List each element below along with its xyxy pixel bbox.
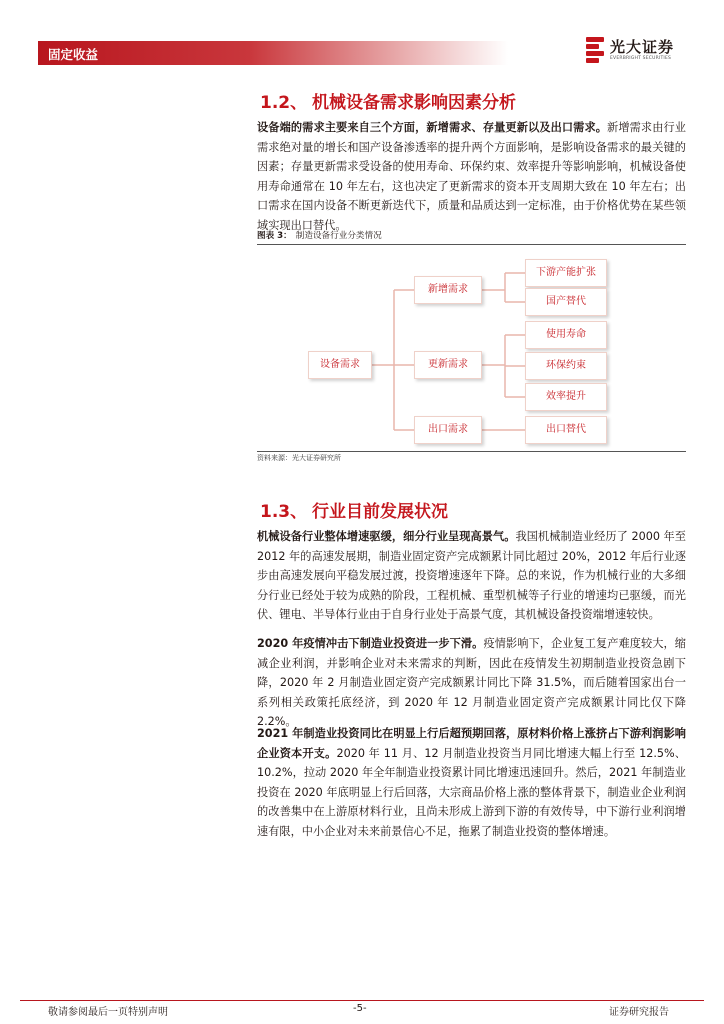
node-service-life: 使用寿命 [525,321,607,349]
section-title: 机械设备需求影响因素分析 [312,93,516,113]
figure-source: 资料来源：光大证券研究所 [257,454,341,462]
node-root-equipment-demand: 设备需求 [308,351,372,379]
paragraph-lead: 2020 年疫情冲击下制造业投资进一步下滑。 [257,637,484,650]
figure-caption [257,229,382,241]
section-number: 1.2、 [260,93,308,113]
section-title: 行业目前发展状况 [312,502,448,522]
page-number: -5- [353,1003,367,1014]
footer-rule [20,1000,704,1001]
figure-label: 图表 3： [257,231,292,241]
section-tag: 固定收益 [48,47,99,62]
footer-report-type: 证券研究报告 [609,1007,669,1018]
logo-text-en: EVERBRIGHT SECURITIES [610,56,672,61]
paragraph-body: 我国机械制造业经历了 2000 年至 2012 年的高速发展期，制造业固定资产完成额累计同比超过 20%，2012 年后行业逐步由高速发展向平稳发展过渡，投资增速逐年下降。总的来说，作为机械行业的大多细分行业已经处于较为成熟的阶段，工程机械、重型机械等子行业的增速均已驱缓，而光伏、锂电、半导体行业由于自身行业处于高景气度，其机械设备投资端增速较快。 [257,530,686,621]
paragraph-body: 新增需求由行业需求绝对量的增长和国产设备渗透率的提升两个方面影响，是影响设备需求的最关键的因素；存量更新需求受设备的使用寿命、环保约束、效率提升等影响影响，机械设备使用寿命通常在 10 年左右，这也决定了更新需求的资本开支周期大致在 10 年左右；出口需求在国内设备不断更新迭代下，质量和品质达到一定标准，由于价格优势在某些领域实现出口替代。 [257,121,686,232]
brand-logo-icon [586,37,604,63]
demand-classification-diagram [300,255,630,447]
node-efficiency-improvement: 效率提升 [525,383,607,411]
paragraph-body: 2020 年 11 月、12 月制造业投资当月同比增速大幅上行至 12.5%、10.2%，拉动 2020 年全年制造业投资累计同比增速迅速回升。然后，2021 年制造业投资在 2020 年底明显上行后回落，大宗商品价格上涨的整体背景下，制造业企业利润的改善集中在上游原材料行业，且尚未形成上游到下游的有效传导，中下游行业利润增速有限，中小企业对未来前景信心不足，拖累了制造业投资的整体增速。 [257,746,686,838]
figure-bottom-rule [257,451,686,452]
paragraph-demand-sources [257,118,686,235]
paragraph-industry-growth [257,527,686,625]
figure-top-rule [257,244,686,245]
footer-disclaimer-note: 敬请参阅最后一页特别声明 [48,1007,168,1018]
section-number: 1.3、 [260,502,308,522]
paragraph-lead: 2021 年制造业投资同比在明显上行后超预期回落，原材料价格上涨挤占下游利润影响企业资本开支。 [257,727,686,760]
brand-logo [586,35,686,69]
node-new-demand: 新增需求 [414,276,482,304]
section-heading-1-2 [260,88,516,113]
header-section-bar [38,41,508,65]
section-heading-1-3 [260,497,448,522]
paragraph-body: 疫情影响下，企业复工复产难度较大，缩减企业利润，并影响企业对未来需求的判断，因此在疫情发生初期制造业投资急剧下降，2020 年 2 月制造业固定资产完成额累计同比下降 31.5%，而后随着国家出台一系列相关政策托底经济，到 2020 年 12 月制造业固定资产完成额累计同比仅下降 2.2%。 [257,637,686,728]
node-export-demand: 出口需求 [414,416,482,444]
paragraph-lead: 机械设备行业整体增速驱缓，细分行业呈现高景气。 [257,530,516,543]
node-environmental-constraint: 环保约束 [525,352,607,380]
paragraph-pandemic-impact [257,634,686,732]
node-domestic-substitution: 国产替代 [525,288,607,316]
node-downstream-expansion: 下游产能扩张 [525,259,607,287]
node-update-demand: 更新需求 [414,351,482,379]
paragraph-lead: 设备端的需求主要来自三个方面，新增需求、存量更新以及出口需求。 [257,121,608,134]
logo-text-cn: 光大证券 [610,38,675,56]
paragraph-2021-investment [257,724,686,841]
node-export-substitution: 出口替代 [525,416,607,444]
figure-title: 制造设备行业分类情况 [295,231,382,241]
